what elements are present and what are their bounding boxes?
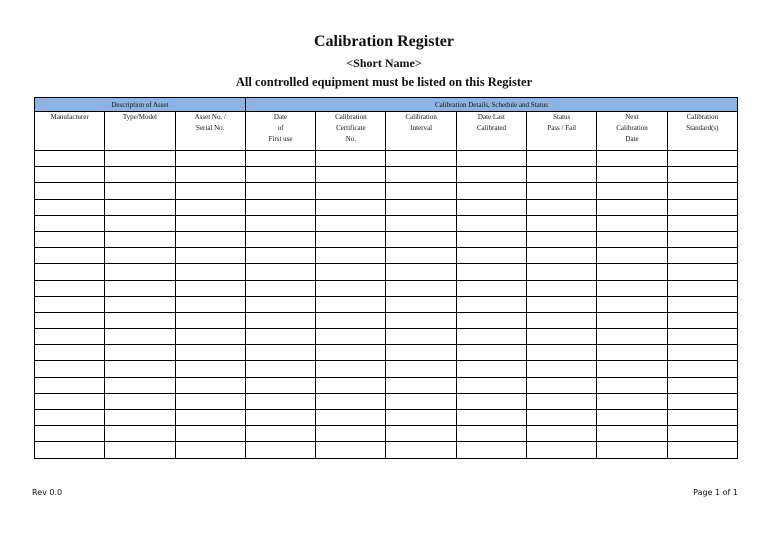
column-header-row (35, 112, 738, 151)
table-cell[interactable] (456, 215, 526, 231)
table-cell[interactable] (35, 345, 105, 361)
column-header-line: Interval (410, 124, 433, 132)
table-cell[interactable] (597, 183, 667, 199)
register-note: All controlled equipment must be listed on this Register (235, 75, 533, 89)
column-header-line: Status (553, 113, 571, 121)
table-cell[interactable] (175, 231, 245, 247)
table-cell[interactable] (456, 426, 526, 442)
table-cell[interactable] (597, 264, 667, 280)
table-cell[interactable] (245, 280, 315, 296)
table-cell[interactable] (35, 377, 105, 393)
page-number: Page 1 of 1 (693, 488, 738, 497)
table-cell[interactable] (245, 426, 315, 442)
table-row (35, 393, 738, 409)
table-row (35, 151, 738, 167)
table-cell[interactable] (105, 183, 175, 199)
table-cell[interactable] (527, 361, 597, 377)
table-cell[interactable] (175, 345, 245, 361)
table-cell[interactable] (105, 410, 175, 426)
table-cell[interactable] (386, 215, 456, 231)
table-row (35, 312, 738, 328)
table-cell[interactable] (667, 231, 737, 247)
column-header (35, 112, 105, 151)
table-cell[interactable] (105, 264, 175, 280)
column-header-line: Standard(s) (686, 124, 719, 132)
table-cell[interactable] (456, 393, 526, 409)
column-header-line: Calibration (686, 113, 719, 121)
table-cell[interactable] (175, 312, 245, 328)
table-cell[interactable] (245, 410, 315, 426)
table-cell[interactable] (245, 442, 315, 458)
table-row (35, 345, 738, 361)
table-cell[interactable] (527, 280, 597, 296)
column-header-line: Certificate (336, 124, 366, 132)
table-cell[interactable] (35, 410, 105, 426)
table-cell[interactable] (456, 280, 526, 296)
table-cell[interactable] (105, 361, 175, 377)
table-cell[interactable] (35, 329, 105, 345)
table-cell[interactable] (527, 151, 597, 167)
column-header (316, 112, 386, 151)
column-header-line: Pass / Fail (547, 124, 577, 132)
table-cell[interactable] (105, 329, 175, 345)
table-cell[interactable] (316, 248, 386, 264)
table-cell[interactable] (316, 426, 386, 442)
table-cell[interactable] (105, 199, 175, 215)
table-cell[interactable] (386, 361, 456, 377)
table-cell[interactable] (105, 280, 175, 296)
table-cell[interactable] (386, 151, 456, 167)
table-cell[interactable] (667, 280, 737, 296)
table-cell[interactable] (456, 248, 526, 264)
table-cell[interactable] (316, 312, 386, 328)
table-cell[interactable] (667, 296, 737, 312)
table-cell[interactable] (245, 312, 315, 328)
column-header-line: Next (625, 113, 639, 121)
table-cell[interactable] (105, 215, 175, 231)
table-cell[interactable] (245, 199, 315, 215)
table-cell[interactable] (175, 199, 245, 215)
table-cell[interactable] (456, 264, 526, 280)
column-header-line: of (277, 124, 284, 132)
table-cell[interactable] (245, 264, 315, 280)
column-header-line: Date Last (477, 113, 505, 121)
table-cell[interactable] (386, 345, 456, 361)
table-cell[interactable] (245, 296, 315, 312)
table-row (35, 410, 738, 426)
table-row (35, 296, 738, 312)
table-cell[interactable] (245, 393, 315, 409)
column-header-line: Serial No. (196, 124, 225, 132)
table-cell[interactable] (386, 393, 456, 409)
table-cell[interactable] (316, 393, 386, 409)
table-cell[interactable] (316, 280, 386, 296)
table-cell[interactable] (175, 248, 245, 264)
table-cell[interactable] (105, 167, 175, 183)
table-cell[interactable] (175, 215, 245, 231)
table-cell[interactable] (386, 183, 456, 199)
table-cell[interactable] (527, 377, 597, 393)
short-name: <Short Name> (346, 56, 422, 70)
table-cell[interactable] (597, 410, 667, 426)
table-cell[interactable] (35, 280, 105, 296)
table-cell[interactable] (667, 264, 737, 280)
table-cell[interactable] (316, 410, 386, 426)
table-cell[interactable] (456, 296, 526, 312)
table-row (35, 377, 738, 393)
table-cell[interactable] (527, 167, 597, 183)
column-header-line: Manufacturer (50, 113, 89, 121)
table-cell[interactable] (667, 410, 737, 426)
table-row (35, 426, 738, 442)
table-cell[interactable] (597, 361, 667, 377)
table-cell[interactable] (527, 231, 597, 247)
table-cell[interactable] (456, 199, 526, 215)
table-cell[interactable] (597, 280, 667, 296)
table-cell[interactable] (245, 167, 315, 183)
table-cell[interactable] (386, 264, 456, 280)
table-cell[interactable] (35, 167, 105, 183)
table-cell[interactable] (597, 426, 667, 442)
table-cell[interactable] (527, 410, 597, 426)
table-cell[interactable] (245, 345, 315, 361)
table-cell[interactable] (245, 248, 315, 264)
table-cell[interactable] (667, 361, 737, 377)
table-cell[interactable] (597, 199, 667, 215)
table-cell[interactable] (35, 361, 105, 377)
table-row (35, 215, 738, 231)
table-cell[interactable] (35, 183, 105, 199)
table-cell[interactable] (597, 329, 667, 345)
column-header-line: Calibration (616, 124, 648, 132)
table-cell[interactable] (667, 183, 737, 199)
column-header-line: Date (625, 135, 639, 143)
table-cell[interactable] (316, 345, 386, 361)
table-cell[interactable] (316, 183, 386, 199)
table-cell[interactable] (527, 296, 597, 312)
table-cell[interactable] (105, 312, 175, 328)
table-cell[interactable] (35, 312, 105, 328)
table-cell[interactable] (105, 151, 175, 167)
table-cell[interactable] (316, 329, 386, 345)
table-cell[interactable] (386, 199, 456, 215)
table-cell[interactable] (245, 215, 315, 231)
table-cell[interactable] (527, 329, 597, 345)
table-cell[interactable] (35, 151, 105, 167)
table-row (35, 248, 738, 264)
table-cell[interactable] (105, 442, 175, 458)
table-cell[interactable] (597, 296, 667, 312)
table-cell[interactable] (105, 248, 175, 264)
table-cell[interactable] (527, 426, 597, 442)
table-cell[interactable] (316, 167, 386, 183)
table-cell[interactable] (175, 442, 245, 458)
table-cell[interactable] (175, 410, 245, 426)
table-cell[interactable] (35, 393, 105, 409)
table-cell[interactable] (35, 296, 105, 312)
table-cell[interactable] (316, 296, 386, 312)
calibration-register-table (34, 97, 738, 459)
table-cell[interactable] (527, 312, 597, 328)
table-cell[interactable] (667, 215, 737, 231)
table-cell[interactable] (597, 167, 667, 183)
table-cell[interactable] (245, 151, 315, 167)
table-cell[interactable] (456, 329, 526, 345)
table-cell[interactable] (527, 264, 597, 280)
column-header (105, 112, 175, 151)
table-cell[interactable] (527, 183, 597, 199)
table-cell[interactable] (527, 215, 597, 231)
table-cell[interactable] (175, 280, 245, 296)
table-cell[interactable] (175, 151, 245, 167)
table-cell[interactable] (597, 377, 667, 393)
column-header (667, 112, 737, 151)
table-cell[interactable] (386, 167, 456, 183)
table-cell[interactable] (456, 183, 526, 199)
table-cell[interactable] (456, 167, 526, 183)
group-header: Calibration Details, Schedule and Status (245, 98, 737, 112)
table-cell[interactable] (35, 199, 105, 215)
table-cell[interactable] (175, 329, 245, 345)
table-row (35, 329, 738, 345)
table-row (35, 264, 738, 280)
table-cell[interactable] (456, 345, 526, 361)
table-cell[interactable] (456, 377, 526, 393)
table-cell[interactable] (527, 248, 597, 264)
table-cell[interactable] (667, 329, 737, 345)
table-cell[interactable] (316, 199, 386, 215)
document-title: Calibration Register (314, 33, 454, 50)
table-cell[interactable] (175, 296, 245, 312)
table-cell[interactable] (386, 248, 456, 264)
table-cell[interactable] (316, 264, 386, 280)
column-header (597, 112, 667, 151)
table-cell[interactable] (316, 442, 386, 458)
table-cell[interactable] (175, 264, 245, 280)
table-cell[interactable] (245, 329, 315, 345)
table-cell[interactable] (597, 312, 667, 328)
table-cell[interactable] (597, 345, 667, 361)
column-header (386, 112, 456, 151)
table-cell[interactable] (175, 167, 245, 183)
table-cell[interactable] (316, 377, 386, 393)
table-cell[interactable] (386, 329, 456, 345)
table-cell[interactable] (386, 426, 456, 442)
table-cell[interactable] (245, 377, 315, 393)
table-cell[interactable] (245, 183, 315, 199)
table-cell[interactable] (456, 361, 526, 377)
table-cell[interactable] (667, 442, 737, 458)
table-cell[interactable] (667, 199, 737, 215)
table-cell[interactable] (175, 361, 245, 377)
table-cell[interactable] (527, 345, 597, 361)
table-cell[interactable] (667, 248, 737, 264)
table-cell[interactable] (35, 442, 105, 458)
table-body (35, 151, 738, 459)
column-header-line: First use (268, 135, 293, 143)
column-header (456, 112, 526, 151)
column-header-line: No. (345, 135, 356, 143)
table-cell[interactable] (316, 151, 386, 167)
table-cell[interactable] (456, 231, 526, 247)
group-header-row (35, 98, 738, 112)
table-cell[interactable] (667, 345, 737, 361)
table-cell[interactable] (527, 199, 597, 215)
table-cell[interactable] (456, 151, 526, 167)
table-cell[interactable] (667, 393, 737, 409)
table-cell[interactable] (316, 215, 386, 231)
table-cell[interactable] (35, 248, 105, 264)
table-cell[interactable] (386, 296, 456, 312)
table-cell[interactable] (667, 312, 737, 328)
column-header-line: Asset No. / (194, 113, 226, 121)
table-cell[interactable] (316, 231, 386, 247)
column-header (175, 112, 245, 151)
column-header (245, 112, 315, 151)
column-header-line: Date (273, 113, 288, 121)
table-cell[interactable] (386, 280, 456, 296)
table-cell[interactable] (386, 312, 456, 328)
table-row (35, 199, 738, 215)
table-cell[interactable] (316, 361, 386, 377)
table-cell[interactable] (35, 264, 105, 280)
table-cell[interactable] (245, 361, 315, 377)
table-cell[interactable] (667, 426, 737, 442)
table-row (35, 280, 738, 296)
table-cell[interactable] (175, 377, 245, 393)
table-row (35, 442, 738, 458)
table-cell[interactable] (667, 151, 737, 167)
table-cell[interactable] (386, 410, 456, 426)
table-cell[interactable] (597, 231, 667, 247)
table-cell[interactable] (667, 377, 737, 393)
column-header-line: Calibration (405, 113, 437, 121)
table-cell[interactable] (597, 215, 667, 231)
table-cell[interactable] (175, 426, 245, 442)
table-cell[interactable] (527, 442, 597, 458)
table-cell[interactable] (456, 442, 526, 458)
table-row (35, 183, 738, 199)
table-cell[interactable] (35, 426, 105, 442)
table-cell[interactable] (597, 393, 667, 409)
table-cell[interactable] (386, 377, 456, 393)
column-header-line: Calibration (335, 113, 367, 121)
column-header-line: Calibrated (476, 124, 506, 132)
table-row (35, 167, 738, 183)
table-cell[interactable] (597, 151, 667, 167)
table-cell[interactable] (597, 442, 667, 458)
table-cell[interactable] (105, 393, 175, 409)
table-cell[interactable] (105, 345, 175, 361)
table-row (35, 361, 738, 377)
table-cell[interactable] (35, 231, 105, 247)
revision-label: Rev 0.0 (32, 488, 63, 497)
table-cell[interactable] (667, 167, 737, 183)
table-cell[interactable] (245, 231, 315, 247)
table-cell[interactable] (386, 442, 456, 458)
table-cell[interactable] (597, 248, 667, 264)
table-cell[interactable] (175, 393, 245, 409)
column-header (527, 112, 597, 151)
table-cell[interactable] (456, 312, 526, 328)
table-cell[interactable] (175, 183, 245, 199)
table-cell[interactable] (35, 215, 105, 231)
table-cell[interactable] (105, 377, 175, 393)
table-cell[interactable] (527, 393, 597, 409)
column-header-line: Type/Model (122, 113, 157, 121)
table-cell[interactable] (105, 296, 175, 312)
group-header: Description of Asset (35, 98, 246, 112)
table-cell[interactable] (105, 231, 175, 247)
table-cell[interactable] (386, 231, 456, 247)
table-row (35, 231, 738, 247)
table-cell[interactable] (105, 426, 175, 442)
table-cell[interactable] (456, 410, 526, 426)
